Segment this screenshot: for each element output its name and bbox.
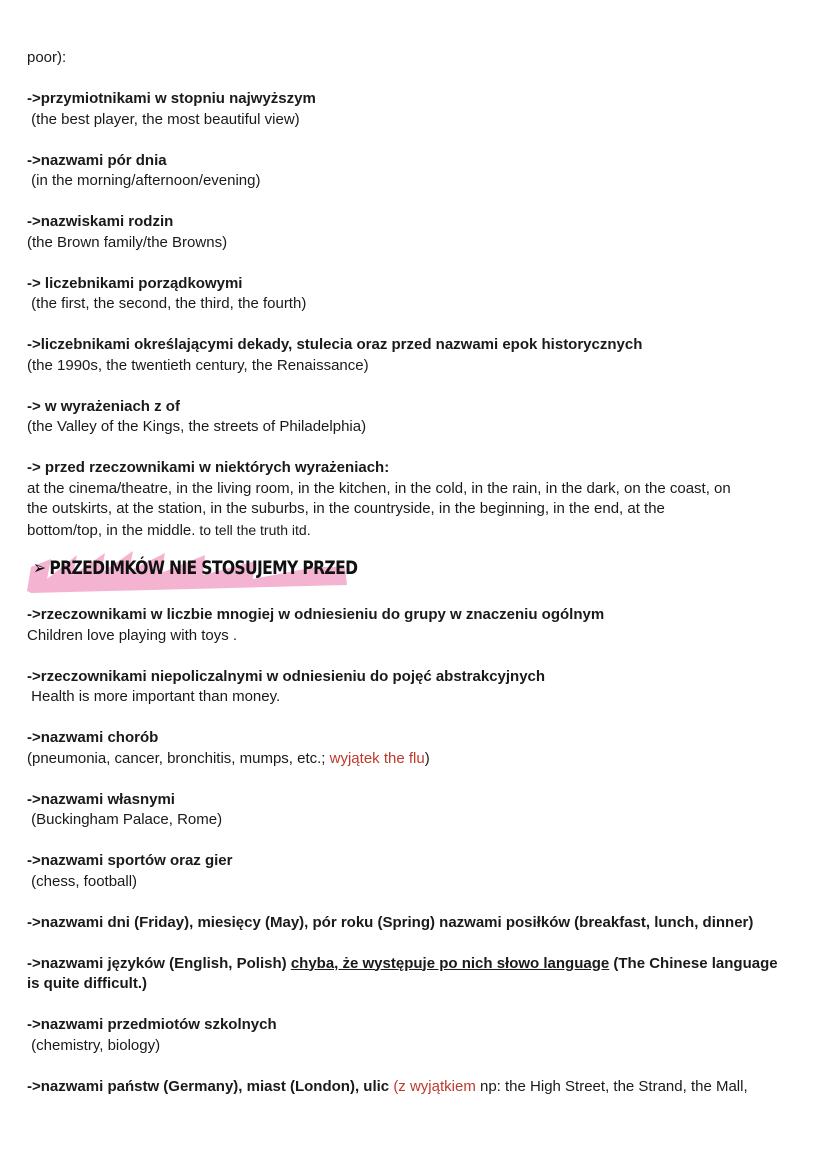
- rule-example: [27, 749, 797, 770]
- rule-heading: ->rzeczownikami niepoliczalnymi w odniesieniu do pojęć abstrakcyjnych: [27, 667, 546, 685]
- rule-example: Health is more important than money.: [27, 688, 281, 705]
- rule-times-of-day: [27, 151, 797, 192]
- languages-a: ->nazwami języków (English, Polish): [27, 954, 291, 972]
- section-title: [33, 558, 357, 579]
- rule-example: Children love playing with toys .: [27, 626, 238, 644]
- rule-heading: -> liczebnikami porządkowymi: [27, 274, 243, 292]
- rule-heading: ->liczebnikami określającymi dekady, stulecia oraz przed nazwami epok historycznych: [27, 336, 643, 353]
- countries-a: ->nazwami państw (Germany), miast (London), ulic: [27, 1077, 394, 1095]
- rule-heading: ->nazwiskami rodzin: [27, 213, 174, 230]
- section-header: [27, 545, 797, 595]
- expressions-line-1: at the cinema/theatre, in the living room, in the kitchen, in the cold, in the rain, in the dark, on the coast, on: [27, 479, 731, 497]
- section-title-text: PRZEDIMKÓW NIE STOSUJEMY PRZED: [49, 557, 358, 579]
- closing-paren: ): [424, 749, 430, 767]
- rule-example: (in the morning/afternoon/evening): [27, 172, 261, 189]
- expressions-line-3a: bottom/top, in the middle.: [27, 521, 196, 539]
- rule-school-subjects: [27, 1015, 797, 1056]
- rule-example: (the Brown family/the Browns): [27, 233, 228, 251]
- rule-diseases: [27, 728, 797, 769]
- rule-example: (the best player, the most beautiful view): [27, 110, 300, 128]
- rule-heading: ->nazwami przedmiotów szkolnych: [27, 1016, 277, 1033]
- rule-superlatives: [27, 89, 797, 130]
- rule-days: ->nazwami dni (Friday), miesięcy (May), pór roku (Spring) nazwami posiłków (breakfast, lunch, dinner): [27, 913, 754, 931]
- rule-languages: [27, 954, 797, 995]
- rule-sports: [27, 851, 797, 892]
- expressions-line-2: the outskirts, at the station, in the suburbs, in the countryside, in the beginning, in the end, at the: [27, 500, 665, 517]
- languages-c: is quite difficult.): [27, 975, 147, 992]
- rule-plural-nouns: [27, 605, 797, 646]
- rule-ordinals: [27, 274, 797, 315]
- rule-example: (Buckingham Palace, Rome): [27, 811, 223, 828]
- exception-note: wyjątek the flu: [329, 749, 425, 767]
- rule-heading: ->nazwami pór dnia: [27, 151, 167, 169]
- rule-heading: [27, 954, 797, 975]
- countries-exception: (z wyjątkiem: [393, 1077, 476, 1095]
- rule-example: (the first, the second, the third, the fourth): [27, 295, 307, 312]
- rule-example: (the 1990s, the twentieth century, the Renaissance): [27, 356, 369, 374]
- rule-heading: ->nazwami sportów oraz gier: [27, 852, 233, 869]
- rule-heading: -> przed rzeczownikami w niektórych wyrażeniach:: [27, 459, 390, 476]
- expressions-line-3b: to tell the truth itd.: [195, 521, 311, 538]
- rule-heading: -> w wyrażeniach z of: [27, 397, 180, 415]
- rule-example: (chess, football): [27, 872, 138, 890]
- countries-b: np: the High Street, the Strand, the Mall,: [475, 1077, 748, 1095]
- rule-decades: [27, 335, 797, 376]
- expressions-line-3: [27, 520, 797, 542]
- rule-heading: ->przymiotnikami w stopniu najwyższym: [27, 90, 316, 107]
- rule-heading: ->rzeczownikami w liczbie mnogiej w odniesieniu do grupy w znaczeniu ogólnym: [27, 606, 605, 623]
- arrow-bullet-icon: ➢: [33, 557, 46, 579]
- rule-example: (chemistry, biology): [27, 1036, 161, 1054]
- rule-uncountable: [27, 667, 797, 708]
- document-page: [27, 48, 797, 1097]
- diseases-list: (pneumonia, cancer, bronchitis, mumps, etc.;: [27, 749, 330, 767]
- rule-countries: [27, 1077, 797, 1098]
- rule-expressions: [27, 458, 797, 541]
- rule-proper-names: [27, 790, 797, 831]
- rule-of-phrases: [27, 397, 797, 438]
- rule-heading: ->nazwami własnymi: [27, 790, 175, 808]
- languages-b: (The Chinese language: [609, 954, 778, 972]
- rule-example: (the Valley of the Kings, the streets of Philadelphia): [27, 418, 367, 435]
- rule-heading: ->nazwami chorób: [27, 729, 159, 746]
- languages-condition: chyba, że występuje po nich słowo language: [290, 954, 610, 972]
- rule-family-names: [27, 212, 797, 253]
- top-line: poor):: [27, 49, 67, 66]
